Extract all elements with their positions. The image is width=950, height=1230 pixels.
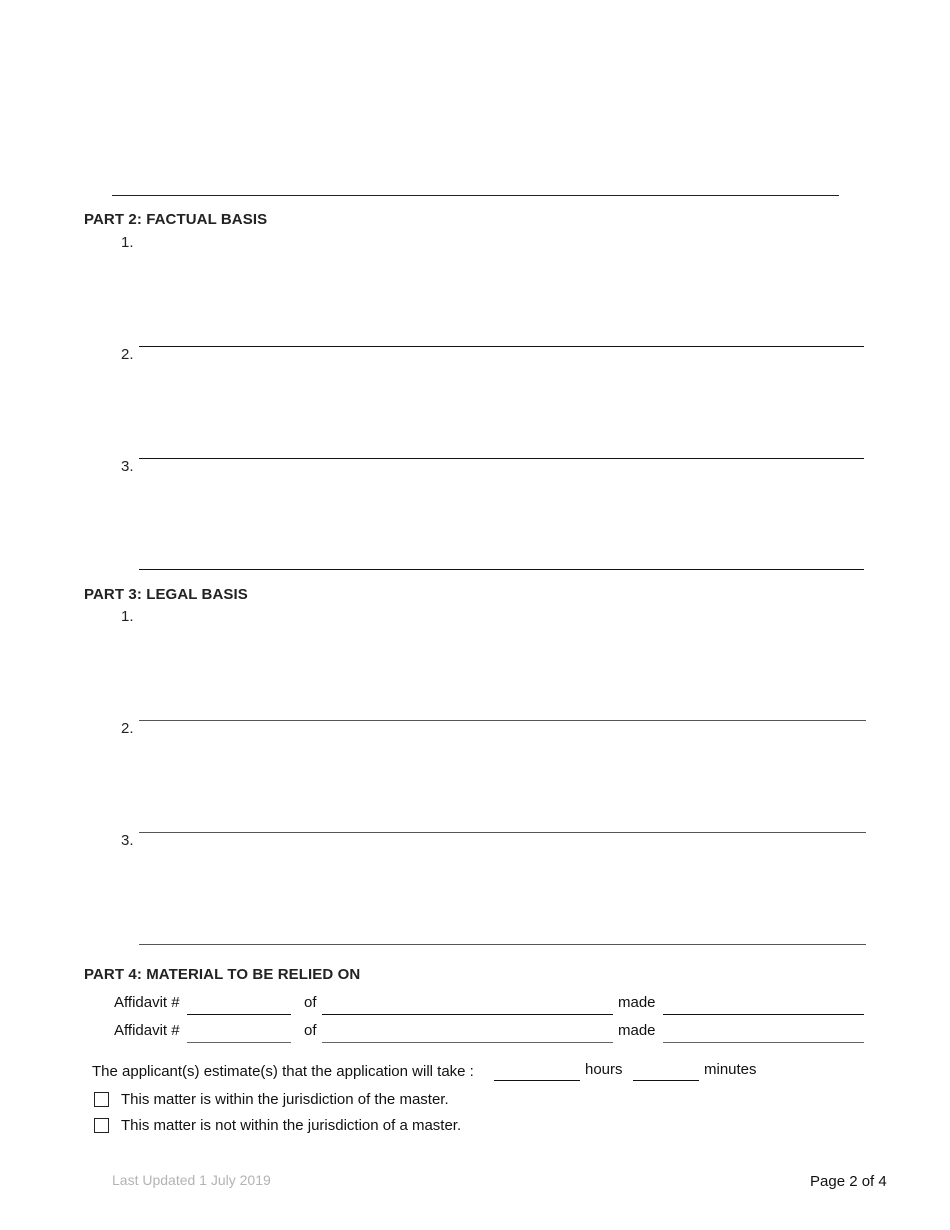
part4-heading: PART 4: MATERIAL TO BE RELIED ON — [84, 966, 361, 983]
page-number: Page 2 of 4 — [810, 1173, 887, 1190]
not-within-jurisdiction-checkbox[interactable] — [94, 1118, 109, 1133]
within-jurisdiction-label: This matter is within the jurisdiction of the master. — [121, 1091, 449, 1108]
affidavit-1-made-label: made — [618, 994, 656, 1011]
part2-item-2-line — [139, 458, 864, 459]
affidavit-1-number-line — [187, 1014, 291, 1015]
estimate-minutes-line — [633, 1080, 699, 1081]
part2-item-2-number: 2. — [121, 346, 134, 363]
within-jurisdiction-checkbox[interactable] — [94, 1092, 109, 1107]
affidavit-2-of-line — [322, 1042, 613, 1043]
part3-heading: PART 3: LEGAL BASIS — [84, 586, 248, 603]
affidavit-1-of-line — [322, 1014, 613, 1015]
affidavit-2-made-line — [663, 1042, 864, 1043]
part2-heading: PART 2: FACTUAL BASIS — [84, 211, 268, 228]
part2-item-3-input[interactable] — [139, 460, 864, 568]
affidavit-1-made-field[interactable] — [663, 994, 864, 1014]
affidavit-2-made-label: made — [618, 1022, 656, 1039]
estimate-minutes-label: minutes — [704, 1061, 757, 1078]
last-updated: Last Updated 1 July 2019 — [112, 1172, 271, 1188]
part3-item-3-input[interactable] — [139, 834, 866, 942]
part2-item-3-number: 3. — [121, 458, 134, 475]
affidavit-2-of-field[interactable] — [322, 1022, 613, 1042]
estimate-hours-field[interactable] — [494, 1060, 580, 1080]
affidavit-1-of-label: of — [304, 994, 317, 1011]
part3-item-3-number: 3. — [121, 832, 134, 849]
affidavit-2-label: Affidavit # — [114, 1022, 180, 1039]
part3-item-2-input[interactable] — [139, 722, 866, 830]
estimate-hours-line — [494, 1080, 580, 1081]
affidavit-2-number-field[interactable] — [187, 1022, 291, 1042]
part3-item-2-number: 2. — [121, 720, 134, 737]
part3-item-3-line — [139, 944, 866, 945]
part2-item-1-number: 1. — [121, 234, 134, 251]
part2-item-1-input[interactable] — [139, 232, 864, 344]
affidavit-1-of-field[interactable] — [322, 994, 613, 1014]
part3-item-1-input[interactable] — [139, 606, 866, 718]
estimate-text: The applicant(s) estimate(s) that the application will take : — [92, 1063, 474, 1080]
affidavit-2-made-field[interactable] — [663, 1022, 864, 1042]
part2-item-3-line — [139, 569, 864, 570]
affidavit-1-label: Affidavit # — [114, 994, 180, 1011]
part3-item-2-line — [139, 832, 866, 833]
affidavit-2-number-line — [187, 1042, 291, 1043]
affidavit-1-number-field[interactable] — [187, 994, 291, 1014]
part2-item-1-line — [139, 346, 864, 347]
affidavit-2-of-label: of — [304, 1022, 317, 1039]
estimate-minutes-field[interactable] — [633, 1060, 699, 1080]
part2-item-2-input[interactable] — [139, 348, 864, 456]
affidavit-1-made-line — [663, 1014, 864, 1015]
part3-item-1-number: 1. — [121, 608, 134, 625]
not-within-jurisdiction-label: This matter is not within the jurisdiction of a master. — [121, 1117, 462, 1134]
estimate-hours-label: hours — [585, 1061, 623, 1078]
top-divider — [112, 195, 839, 196]
part3-item-1-line — [139, 720, 866, 721]
